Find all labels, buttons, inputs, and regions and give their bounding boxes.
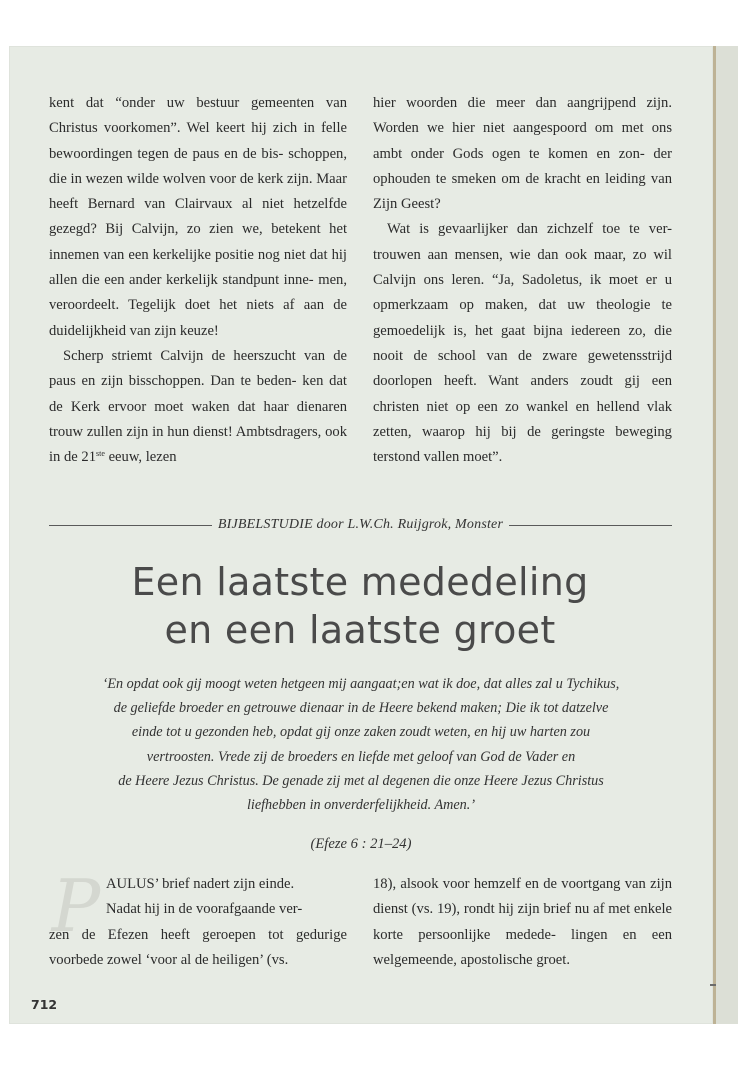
epigraph-line: liefhebben in onverderfelijkheid. Amen.’ [246, 797, 476, 814]
text-line: iedereen zo, die nooit de school van de [373, 322, 672, 364]
text-line: Clairvaux al niet hetzelfde gezegd? Bij [49, 196, 347, 238]
text-line: men, veroordeelt. Tegelijk doet het niets af [49, 272, 347, 314]
section-rule [49, 513, 672, 537]
rule-line-left [49, 525, 212, 526]
epigraph-line: ‘En opdat ook gij moogt weten hetgeen mij aangaat;en wat ik doe, dat alles zal u Tychikus, [102, 676, 620, 692]
text-line: Wat is gevaarlijker dan zichzelf toe te ver- [387, 221, 672, 238]
text-line: zen de Efezen heeft geroepen tot gedurige [49, 926, 347, 943]
paragraph-ambt [373, 91, 672, 217]
text-line: ken dat de Kerk ervoor moet waken dat haar [49, 373, 347, 415]
text-line: moet er u opmerkzaam op maken, dat uw [373, 272, 672, 314]
paragraph-sadoletus [373, 217, 672, 470]
text-line: leiding van Zijn Geest? [373, 170, 672, 213]
text-line: hier woorden die meer dan aangrijpend zijn. [373, 95, 672, 111]
epigraph-line: de geliefde broeder en getrouwe dienaar in de Heere bekend maken; Die ik tot datzelve [113, 700, 609, 717]
text-line: der ophouden te smeken om de kracht en [373, 145, 672, 187]
text-line: de paus en zijn bisschoppen. Dan te beden- [49, 347, 347, 390]
text-line: 18), alsook voor hemzelf en de voortgang [373, 876, 621, 892]
epigraph-line: vertroosten. Vrede zij de broeders en liefde met geloof van God de Vader en [146, 748, 576, 765]
text-line: kent dat “onder uw bestuur gemeenten van [49, 95, 347, 111]
text-line: moet”. [462, 449, 503, 466]
text-fragment: eeuw, lezen [104, 449, 177, 466]
article-headline [40, 558, 680, 654]
text-line: Calvijn, zo zien we, betekent het innemen [49, 221, 347, 263]
paragraph-calvijn-position [49, 91, 347, 344]
text-line: allen die een ander kerkelijk standpunt inne- [49, 272, 314, 289]
text-line: trouwen aan mensen, wie dan ook maar, zo [373, 246, 647, 263]
headline-line-2: en een laatste groet [164, 608, 556, 652]
drop-cap: P [51, 864, 101, 948]
text-line: aan de duidelijkheid van zijn keuze! [49, 297, 347, 339]
text-line: felle bewoordingen tegen de paus en de bis- [49, 120, 347, 162]
text-line: AULUS’ brief nadert zijn einde. [106, 876, 295, 892]
text-line: Christus voorkomen”. Wel keert hij zich in [49, 120, 315, 137]
paragraph-heerszucht [49, 344, 347, 470]
rule-line-right [509, 525, 672, 526]
text-line: van zijn dienst (vs. 19), rondt hij zijn brief [373, 876, 672, 918]
text-line: anders zoudt gij een christen niet op een zo [373, 373, 672, 415]
page-number: 712 [31, 997, 58, 1012]
article-column-top-right [373, 91, 672, 470]
text-fragment: Ambtsdragers, ook in de 21 [49, 423, 347, 466]
text-line: van een kerkelijke positie nog niet dat hij [103, 246, 347, 263]
text-line: dienaren trouw zullen zijn in hun dienst! [49, 398, 347, 440]
scripture-reference: (Efeze 6 : 21–24) [310, 836, 412, 852]
text-line: groet. [536, 951, 570, 968]
text-line: schoppen, die in wezen wilde wolven voor [49, 145, 347, 187]
epigraph-line: de Heere Jezus Christus. De genade zij met al degenen die onze Heere Jezus Christus [118, 772, 604, 789]
text-line: de kerk zijn. Maar heeft Bernard van [49, 170, 347, 213]
text-line: wil Calvijn ons leren. “Ja, Sadoletus, ik [373, 246, 672, 289]
text-line: wankel en hellend vlak zetten, waarop hij bij [373, 398, 672, 440]
headline-line-1: Een laatste mededeling [131, 560, 589, 604]
text-line: Nadat hij in de voorafgaande ver- [106, 901, 303, 918]
text-line: Worden we hier niet aangespoord om met [373, 120, 644, 137]
epigraph-line: einde tot u gezonden heb, opdat gij onze zaken zoudt weten, en hij uw harten zou [131, 724, 591, 741]
text-line: Scherp striemt Calvijn de heerszucht van [63, 347, 326, 364]
adjacent-page-edge [713, 46, 738, 1024]
text-line: ons ambt onder Gods ogen te komen en zon- [373, 120, 672, 162]
text-line: lingen en een welgemeende, apostolische [373, 926, 672, 968]
text-line: zware gewetensstrijd doorlopen heeft. Want [373, 347, 672, 390]
text-line: theologie te gemoedelijk is, het gaat bijna [373, 297, 672, 339]
ordinal-superscript: ste [96, 449, 105, 459]
article-column-top-left [49, 91, 347, 470]
text-line: nu af met enkele korte persoonlijke medede- [373, 901, 672, 943]
section-label: BIJBELSTUDIE door L.W.Ch. Ruijgrok, Monster [217, 517, 504, 532]
text-line: de geringste beweging terstond vallen [373, 423, 672, 466]
article-column-bottom-left [49, 872, 347, 973]
article-column-bottom-right [373, 872, 672, 973]
page-edge-mark [710, 984, 716, 986]
text-line: voorbede zowel ‘voor al de heiligen’ (vs. [49, 951, 289, 968]
scripture-epigraph [44, 672, 678, 817]
